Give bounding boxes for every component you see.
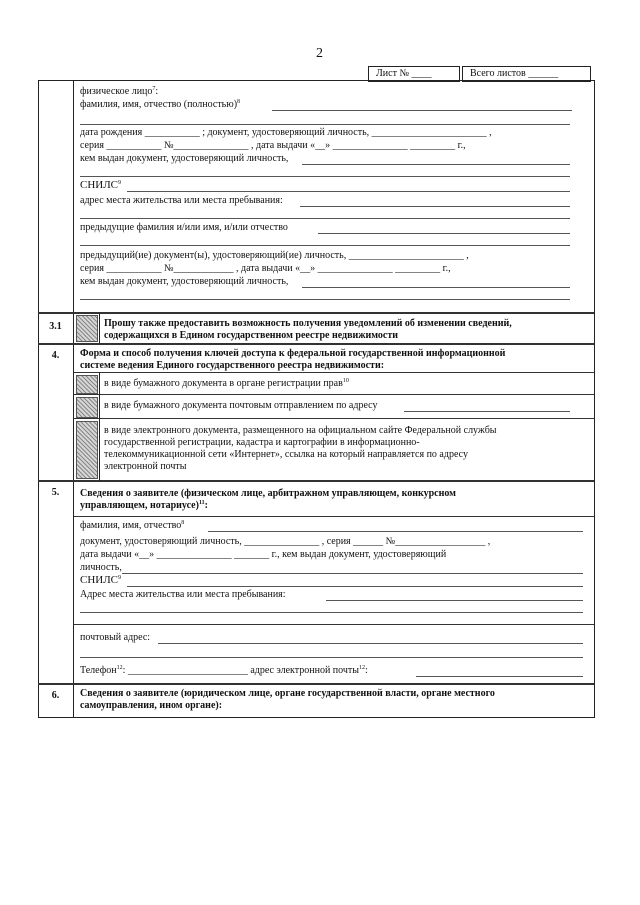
applicant-address-label: Адрес места жительства или места пребывания: (80, 589, 286, 600)
column-divider (73, 80, 74, 717)
person-series-date: серия ___________ №_______________ , дата выдачи «__» _______________ _________ г., (80, 140, 466, 151)
applicant-date-issued: дата выдачи «__» _______________ _______ г., кем выдан документ, удостоверяющий (80, 549, 447, 560)
section-5-line1: Сведения о заявителе (физическом лице, арбитражном управляющем, конкурсном (80, 488, 456, 499)
person-prev-series: серия ___________ №____________ , дата выдачи «__» _______________ _________ г., (80, 263, 451, 274)
person-fio-label: фамилия, имя, отчество (полностью)$^8$ (80, 99, 241, 110)
option-paper-mail: в виде бумажного документа почтовым отправлением по адресу (104, 400, 378, 411)
sheet-number-label: Лист № ____ (376, 68, 432, 79)
section-4-number: 4. (51, 350, 60, 361)
section-4-line1: Форма и способ получения ключей доступа к федеральной государственной информационной (80, 348, 506, 359)
person-snils-label: СНИЛС$^9$ (80, 179, 122, 191)
section-5-number: 5. (51, 487, 60, 498)
section-3-1-line2: содержащихся в Едином государственном реестре недвижимости (104, 330, 399, 341)
applicant-snils-label: СНИЛС$^9$ (80, 574, 122, 586)
person-issued-label: кем выдан документ, удостоверяющий личность, (80, 153, 289, 164)
section-4-line2: системе ведения Единого государственного реестра недвижимости: (80, 360, 385, 371)
total-sheets-label: Всего листов ______ (470, 68, 559, 79)
applicant-doc: документ, удостоверяющий личность, _______________ , серия ______ №__________________ , (80, 536, 491, 547)
checkbox-paper-mail[interactable] (76, 397, 98, 418)
section-6-line2: самоуправления, ином органе): (80, 700, 223, 711)
applicant-postal-label: почтовый адрес: (80, 632, 151, 643)
page-number: 2 (316, 46, 323, 61)
option-paper-office: в виде бумажного документа в органе регистрации прав$^{10}$ (104, 378, 349, 389)
option-electronic-line4: электронной почты (104, 461, 187, 472)
option-electronic-line2: государственной регистрации, кадастра и картографии в информационно- (104, 437, 420, 448)
section-3-1-line1: Прошу также предоставить возможность получения уведомлений об изменении сведений, (104, 318, 512, 329)
person-address-label: адрес места жительства или места пребывания: (80, 195, 283, 206)
checkbox-electronic[interactable] (76, 421, 98, 479)
section-5-line2: управляющем, нотариусе)$^{11}$: (80, 500, 208, 511)
applicant-phone-email: Телефон$^{12}$: ________________________ адрес электронной почты$^{12}$: (80, 665, 368, 676)
person-birth-doc: дата рождения ___________ ; документ, удостоверяющий личность, _______________________ , (80, 127, 492, 138)
checkbox-notifications[interactable] (76, 315, 98, 342)
section-3-1-number: 3.1 (49, 321, 62, 332)
applicant-fio-label: фамилия, имя, отчество$^8$ (80, 520, 185, 531)
person-prev-doc: предыдущий(ие) документ(ы), удостоверяющий(ие) личность, _______________________ , (80, 250, 469, 261)
person-prev-issued-label: кем выдан документ, удостоверяющий личность, (80, 276, 289, 287)
section-6-number: 6. (51, 690, 60, 701)
checkbox-paper-office[interactable] (76, 375, 98, 394)
option-electronic-line3: телекоммуникационной сети «Интернет», ссылка на который направляется по адресу (104, 449, 468, 460)
person-prev-fio-label: предыдущие фамилия и/или имя, и/или отчество (80, 222, 288, 233)
option-electronic-line1: в виде электронного документа, размещенного на официальном сайте Федеральной службы (104, 425, 497, 436)
person-title: физическое лицо$^7$: (80, 86, 159, 97)
section-6-line1: Сведения о заявителе (юридическом лице, органе государственной власти, органе местного (80, 688, 495, 699)
applicant-lichnost: личность, (80, 562, 122, 573)
